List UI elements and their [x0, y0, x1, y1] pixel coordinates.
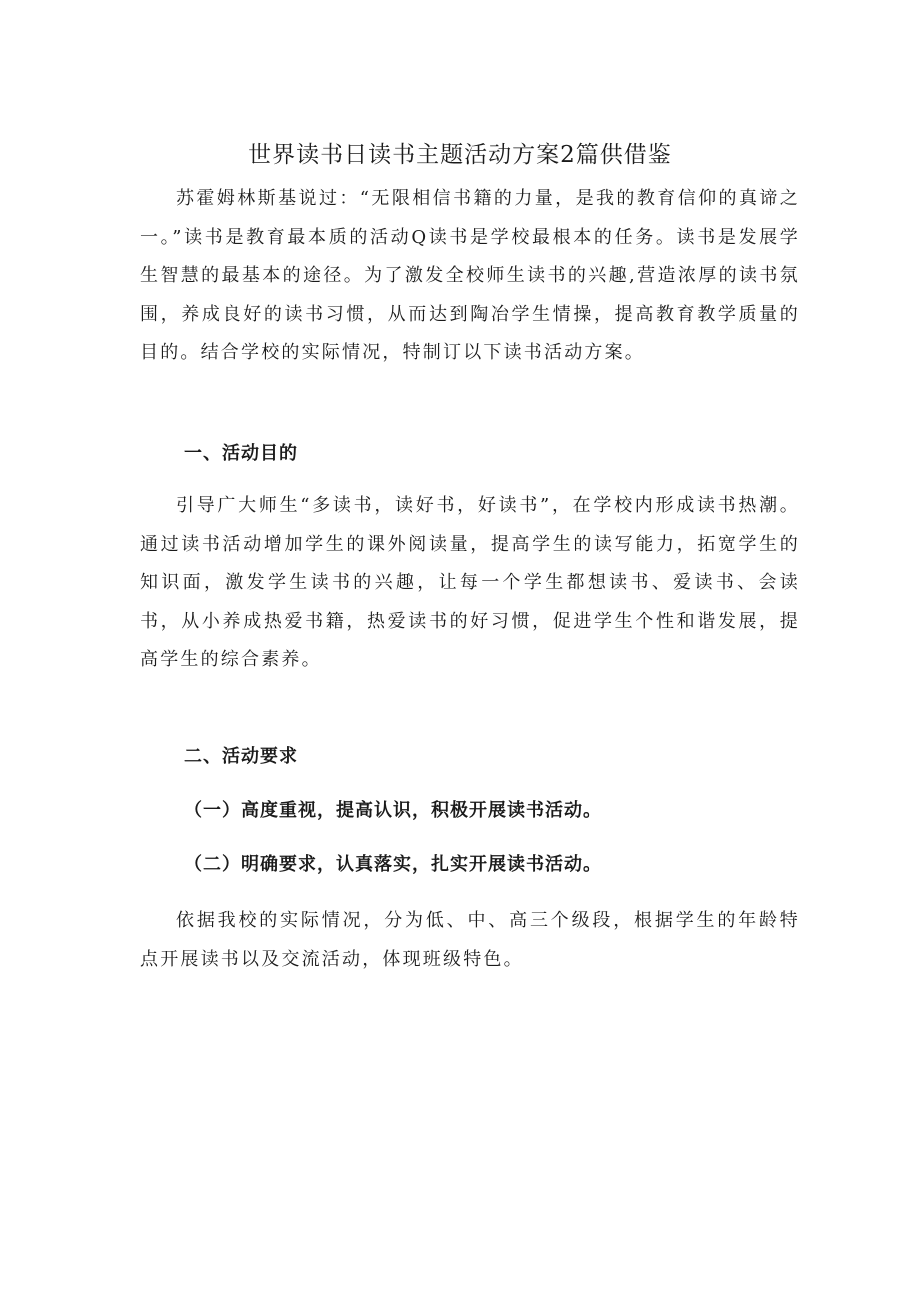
requirement-subheading-1: （一）高度重视，提高认识，积极开展读书活动。	[184, 800, 602, 821]
section-heading-purpose: 一、活动目的	[184, 443, 298, 464]
requirements-paragraph: 依据我校的实际情况，分为低、中、高三个级段，根据学生的年龄特点开展读书以及交流活动，体现班级特色。	[140, 910, 800, 970]
requirement-subheading-2: （二）明确要求，认真落实，扎实开展读书活动。	[184, 854, 602, 875]
section-heading-requirements: 二、活动要求	[184, 746, 298, 767]
document-title: 世界读书日读书主题活动方案2篇供借鉴	[248, 142, 672, 168]
purpose-paragraph: 引导广大师生“多读书，读好书，好读书”，在学校内形成读书热潮。通过读书活动增加学生的课外阅读量，提高学生的读写能力，拓宽学生的知识面，激发学生读书的兴趣，让每一个学生都想读书、爱读书、会读书，从小养成热爱书籍，热爱读书的好习惯，促进学生个性和谐发展，提高学生的综合素养。	[140, 495, 800, 670]
intro-paragraph: 苏霍姆林斯基说过：“无限相信书籍的力量，是我的教育信仰的真谛之一。”读书是教育最本质的活动Q读书是学校最根本的任务。读书是发展学生智慧的最基本的途径。为了激发全校师生读书的兴趣,营造浓厚的读书氛围，养成良好的读书习惯，从而达到陶冶学生情操，提高教育教学质量的目的。结合学校的实际情况，特制订以下读书活动方案。	[140, 188, 800, 363]
